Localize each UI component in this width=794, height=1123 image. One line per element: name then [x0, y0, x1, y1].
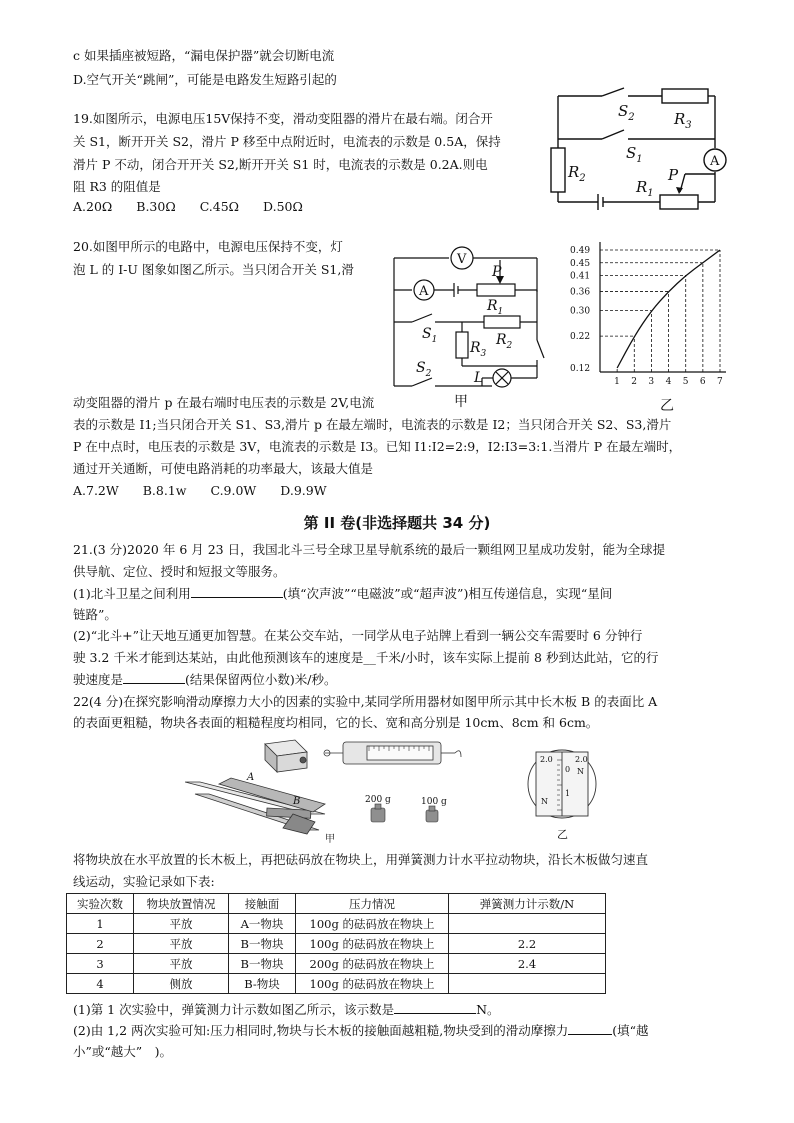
y-tick-label: 0.12 — [570, 364, 591, 374]
q22-dial-n-top: N — [577, 767, 584, 776]
q20-circuit-diagram — [392, 240, 562, 410]
cell: 100g 的砝码放在物块上 — [296, 914, 449, 934]
q20-line-2: 泡 L 的 I-U 图象如图乙所示。当只闭合开关 S1,滑 — [73, 262, 354, 277]
q20-label-r1: $R_1$ — [487, 298, 504, 317]
cell-answer[interactable] — [449, 914, 606, 934]
cell: 平放 — [134, 934, 229, 954]
q22-experiment-table — [66, 893, 606, 994]
q20-line-6: 通过开关通断，可使电路消耗的功率最大，该最大值是 — [73, 461, 374, 476]
q18-option-c: c 如果插座被短路，“漏电保护器”就会切断电流 — [73, 48, 335, 63]
y-tick-label: 0.49 — [570, 246, 591, 256]
q22-board-a-label: A — [247, 772, 255, 783]
q22-fig-caption-yi: 乙 — [557, 828, 568, 841]
q22-blank-2[interactable] — [568, 1022, 612, 1035]
q20-label-s2: $S_2$ — [416, 360, 432, 379]
q21-line-2: 供导航、定位、授时和短报文等服务。 — [73, 564, 286, 579]
q21-part1-hint: (填“次声波”“电磁波”或“超声波”)相互传递信息，实现“星间 — [282, 586, 613, 601]
q22-sub-1-text: (1)第 1 次实验中，弹簧测力计示数如图乙所示，该示数是 — [73, 1002, 395, 1017]
cell-answer[interactable] — [449, 974, 606, 994]
q20-line-5: P 在中点时，电压表的示数是 3V，电流表的示数是 I3。已知 I1:I2=2:9，I2:I3=3:1.当滑片 P 在最左端时， — [73, 439, 682, 454]
q22-apparatus-figure — [185, 738, 625, 846]
q19-label-r2: $R_2$ — [568, 163, 586, 184]
q19-line-2: 关 S1，断开开关 S2，滑片 P 移至中点附近时，电流表的示数是 0.5A，保持 — [73, 134, 501, 149]
q22-line-2: 的表面更粗糙，物块各表面的粗糙程度均相同，它的长、宽和高分别是 10cm、8cm 和 6cm。 — [73, 715, 599, 730]
q22-sub-1-unit: N。 — [476, 1002, 500, 1017]
q20-line-3: 动变阻器的滑片 p 在最右端时电压表的示数是 2V,电流 — [73, 395, 375, 410]
th-trial: 实验次数 — [67, 894, 134, 914]
q22-dial-one: 1 — [565, 789, 571, 798]
cell: 100g 的砝码放在物块上 — [296, 974, 449, 994]
q20-label-p: P — [492, 264, 502, 280]
q19-choices — [73, 198, 323, 216]
cell: 200g 的砝码放在物块上 — [296, 954, 449, 974]
table-row — [67, 954, 606, 974]
cell: 2.2 — [449, 934, 606, 954]
y-tick-label: 0.45 — [570, 258, 591, 269]
q20-voltmeter-label: V — [457, 252, 467, 267]
q19-choice-d[interactable]: D.50Ω — [263, 199, 303, 214]
y-tick-label: 0.22 — [570, 332, 591, 343]
y-tick-label: 0.41 — [570, 271, 591, 282]
q20-iu-chart — [568, 232, 738, 414]
q22-blank-1[interactable] — [394, 1001, 476, 1014]
q19-label-s1: $S_1$ — [626, 144, 643, 165]
q22-dial-n-bottom: N — [541, 797, 548, 806]
q19-label-r1: $R_1$ — [636, 178, 654, 199]
q22-dial-right-top: 2.0 — [575, 755, 588, 764]
table-row — [67, 914, 606, 934]
cell: 侧放 — [134, 974, 229, 994]
q20-ammeter-label: A — [419, 284, 429, 299]
x-tick-label: 5 — [682, 377, 689, 387]
th-reading: 弹簧测力计示数/N — [449, 894, 606, 914]
q21-blank-1[interactable] — [191, 585, 283, 598]
cell: 2 — [67, 934, 134, 954]
q22-line-4: 线运动，实验记录如下表: — [73, 874, 215, 889]
q20-caption-yi: 乙 — [660, 398, 674, 414]
table-row — [67, 974, 606, 994]
x-tick-label: 7 — [717, 377, 723, 387]
cell: 4 — [67, 974, 134, 994]
q19-label-p: P — [668, 166, 679, 184]
y-tick-label: 0.30 — [570, 306, 591, 317]
q22-sub-2-text: (2)由 1,2 两次实验可知:压力相同时,物块与长木板的接触面越粗糙,物块受到的滑动摩擦力 — [73, 1023, 569, 1038]
q18-option-d: D.空气开关“跳闸”，可能是电路发生短路引起的 — [73, 72, 337, 87]
cell: B-物块 — [229, 974, 296, 994]
q22-mass-100g: 100 g — [421, 797, 447, 807]
cell: B一物块 — [229, 934, 296, 954]
cell: 2.4 — [449, 954, 606, 974]
q19-ammeter-label: A — [710, 154, 720, 169]
q20-choice-d[interactable]: D.9.9W — [280, 483, 327, 498]
th-surface: 接触面 — [229, 894, 296, 914]
q19-label-r3: $R_3$ — [674, 110, 692, 131]
q22-sub-2-cont: 小”或“越大” )。 — [73, 1044, 173, 1059]
q21-part1-text: (1)北斗卫星之间利用 — [73, 586, 191, 601]
q21-part2-text: 驶速度是 — [73, 672, 124, 687]
cell: 100g 的砝码放在物块上 — [296, 934, 449, 954]
q19-line-4: 阻 R3 的阻值是 — [73, 179, 161, 194]
q20-label-r3: $R_3$ — [470, 340, 487, 359]
q19-line-3: 滑片 P 不动，闭合开开关 S2,断开开关 S1 时，电流表的示数是 0.2A.则电 — [73, 157, 488, 172]
x-tick-label: 4 — [665, 377, 672, 387]
q21-line-3 — [73, 585, 612, 603]
q19-choice-c[interactable]: C.45Ω — [199, 199, 240, 214]
q21-line-5: (2)“北斗+”让天地互通更加智慧。在某公交车站，一同学从电子站牌上看到一辆公交车需要时 6 分钟行 — [73, 628, 643, 643]
cell: 平放 — [134, 954, 229, 974]
q22-dial-zero: 0 — [565, 765, 571, 774]
q20-label-s1: $S_1$ — [422, 326, 438, 345]
q21-line-4: 链路”。 — [73, 607, 117, 622]
cell: B一物块 — [229, 954, 296, 974]
q20-caption-jia: 甲 — [454, 394, 468, 410]
q22-sub-2 — [73, 1022, 648, 1040]
x-tick-label: 3 — [648, 377, 655, 387]
x-tick-label: 1 — [614, 377, 620, 387]
q22-board-b-label: B — [293, 796, 301, 807]
q21-line-6: 驶 3.2 千米才能到达某站，由此他预测该车的速度是__千米/小时，该车实际上提前 8 秒到达此站，它的行 — [73, 650, 659, 665]
q22-fig-caption-jia: 甲 — [325, 834, 335, 845]
q20-choices — [73, 482, 347, 500]
table-row — [67, 934, 606, 954]
th-placement: 物块放置情况 — [134, 894, 229, 914]
table-header-row — [67, 894, 606, 914]
q22-line-1: 22(4 分)在探究影响滑动摩擦力大小的因素的实验中,某同学所用器材如图甲所示其中长木板 B 的表面比 A — [73, 694, 658, 709]
q20-label-r2: $R_2$ — [496, 332, 513, 351]
q21-line-1: 21.(3 分)2020 年 6 月 23 日，我国北斗三号全球卫星导航系统的最后一颗组网卫星成功发射，能为全球提 — [73, 542, 666, 557]
q19-choice-b[interactable]: B.30Ω — [136, 199, 176, 214]
q22-sub-2-hint: (填“越 — [612, 1023, 649, 1038]
th-pressure: 压力情况 — [296, 894, 449, 914]
section-2-title: 第 II 卷(非选择题共 34 分) — [303, 514, 491, 532]
q22-line-3: 将物块放在水平放置的长木板上，再把砝码放在物块上，用弹簧测力计水平拉动物块，沿长木板做匀速直 — [73, 852, 649, 867]
q21-blank-2[interactable] — [123, 671, 185, 684]
y-tick-label: 0.36 — [570, 287, 591, 298]
x-tick-label: 2 — [631, 377, 638, 387]
q19-line-1: 19.如图所示，电源电压15V保持不变，滑动变阻器的滑片在最右端。闭合开 — [73, 111, 493, 126]
q22-mass-200g: 200 g — [365, 795, 391, 805]
q22-sub-1 — [73, 1001, 500, 1019]
q20-line-4: 表的示数是 I1;当只闭合开关 S1、S3,滑片 p 在最左端时，电流表的示数是 I2；当只闭合开关 S2、S3,滑片 — [73, 417, 672, 432]
q20-choice-a[interactable]: A.7.2W — [73, 483, 119, 498]
q20-line-1: 20.如图甲所示的电路中，电源电压保持不变，灯 — [73, 239, 343, 254]
q19-choice-a[interactable]: A.20Ω — [73, 199, 113, 214]
cell: 1 — [67, 914, 134, 934]
q22-dial-left-top: 2.0 — [540, 755, 553, 764]
q20-choice-c[interactable]: C.9.0W — [210, 483, 257, 498]
q19-label-s2: $S_2$ — [618, 102, 635, 123]
q21-line-7 — [73, 671, 336, 689]
q19-circuit-diagram — [540, 84, 730, 214]
q20-choice-b[interactable]: B.8.1w — [142, 483, 187, 498]
q21-part2-hint: (结果保留两位小数)米/秒。 — [185, 672, 337, 687]
cell: A一物块 — [229, 914, 296, 934]
cell: 3 — [67, 954, 134, 974]
x-tick-label: 6 — [699, 377, 706, 387]
q20-label-l: L — [474, 370, 484, 386]
cell: 平放 — [134, 914, 229, 934]
